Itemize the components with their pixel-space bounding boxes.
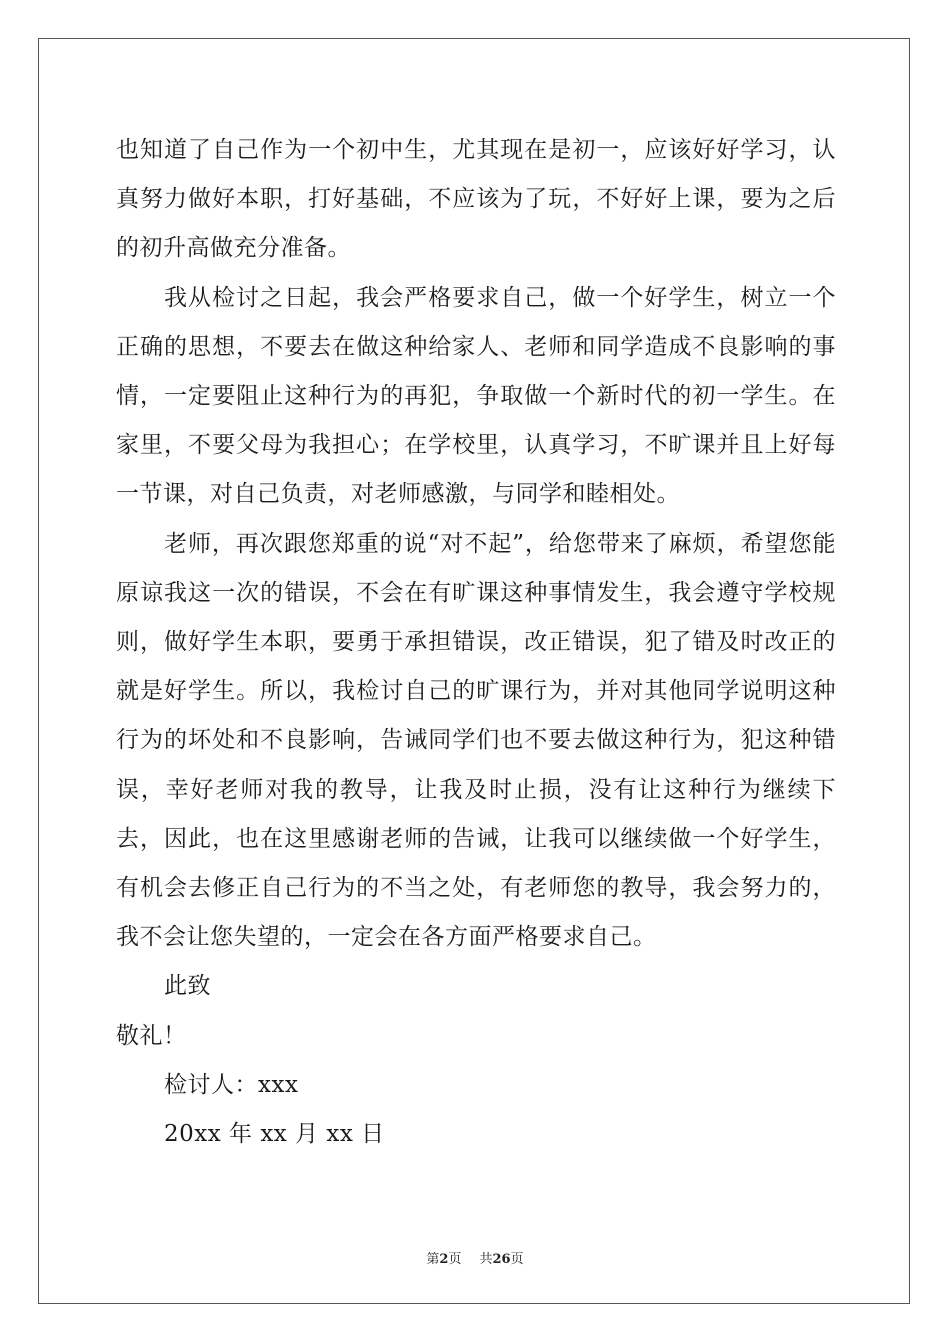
total-pages: 26 — [492, 1252, 511, 1267]
page-suffix: 页 — [448, 1252, 462, 1267]
respect-line: 敬礼！ — [116, 1022, 187, 1049]
page-number: 2 — [439, 1252, 449, 1267]
paragraph-commitment: 我从检讨之日起，我会严格要求自己，做一个好学生，树立一个正确的思想，不要去在做这种给家人、老师和同学造成不良影响的事情，一定要阻止这种行为的再犯，争取做一个新时代的初一学生。在家里，不要父母为我担心；在学校里，认真学习，不旷课并且上好每一节课，对自己负责，对老师感激，与同学和睦相处。 — [116, 284, 836, 508]
page-footer — [0, 1248, 950, 1267]
signer-line: 检讨人：xxx — [164, 1071, 299, 1098]
page-prefix: 第 — [426, 1252, 440, 1267]
document-body — [116, 126, 836, 1159]
total-prefix: 共 — [479, 1252, 493, 1267]
closing-salutation: 此致 — [164, 973, 211, 1000]
paragraph-continuation: 也知道了自己作为一个初中生，尤其现在是初一，应该好好学习，认真努力做好本职，打好基础，不应该为了玩，不好好上课，要为之后的初升高做充分准备。 — [116, 137, 836, 262]
paragraph-apology: 老师，再次跟您郑重的说“对不起”，给您带来了麻烦，希望您能原谅我这一次的错误，不会在有旷课这种事情发生，我会遵守学校规则，做好学生本职，要勇于承担错误，改正错误，犯了错及时改正的就是好学生。所以，我检讨自己的旷课行为，并对其他同学说明这种行为的坏处和不良影响，告诫同学们也不要去做这种行为，犯这种错误，幸好老师对我的教导，让我及时止损，没有让这种行为继续下去，因此，也在这里感谢老师的告诫，让我可以继续做一个好学生，有机会去修正自己行为的不当之处，有老师您的教导，我会努力的，我不会让您失望的，一定会在各方面严格要求自己。 — [116, 530, 836, 951]
total-suffix: 页 — [510, 1252, 524, 1267]
date-line: 20xx 年 xx 月 xx 日 — [164, 1121, 385, 1148]
